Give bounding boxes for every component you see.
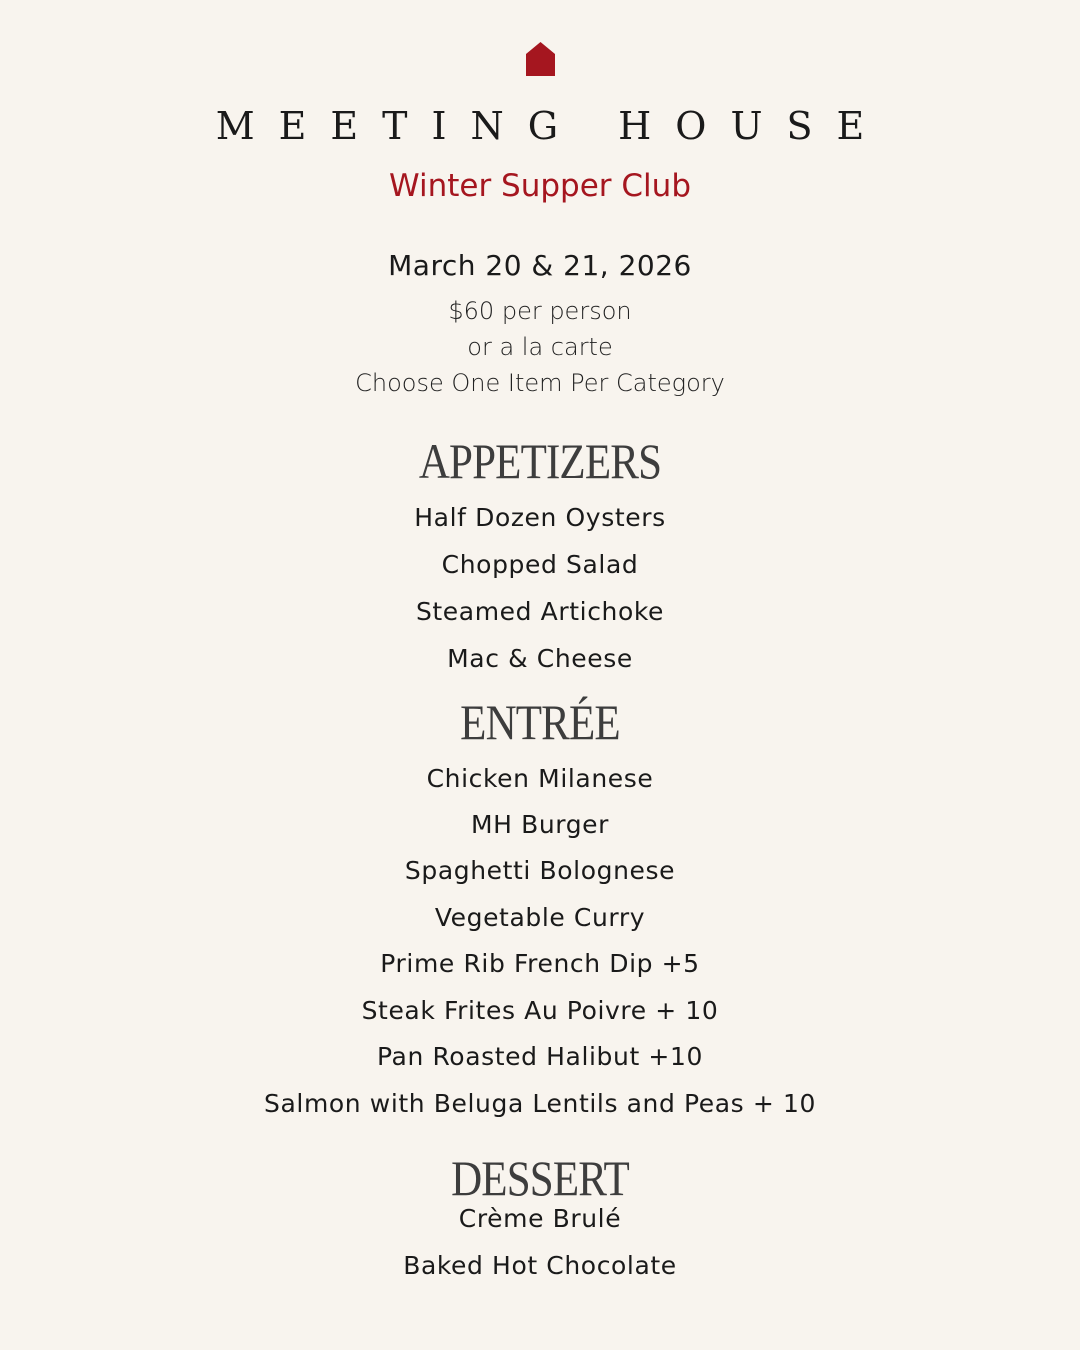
entree-item: MH Burger <box>470 810 610 839</box>
entree-heading: ENTRÉE <box>460 694 620 750</box>
entree-item: Prime Rib French Dip +5 <box>380 949 700 978</box>
entree-item: Steak Frites Au Poivre + 10 <box>361 996 719 1025</box>
dessert-item: Baked Hot Chocolate <box>403 1251 677 1280</box>
brand-name: MEETING HOUSE <box>215 104 889 148</box>
a-la-carte-text: or a la carte <box>467 333 613 361</box>
appetizer-item: Half Dozen Oysters <box>414 503 666 532</box>
entree-item: Vegetable Curry <box>434 903 646 932</box>
entree-item: Spaghetti Bolognese <box>404 856 676 885</box>
entree-item: Chicken Milanese <box>426 764 654 793</box>
house-icon <box>526 42 555 76</box>
appetizers-heading: APPETIZERS <box>418 433 662 489</box>
appetizer-item: Mac & Cheese <box>447 644 633 673</box>
event-subtitle: Winter Supper Club <box>389 168 691 204</box>
dessert-heading: DESSERT <box>451 1150 629 1206</box>
dessert-item: Crème Brulé <box>458 1204 622 1233</box>
appetizer-item: Steamed Artichoke <box>415 597 665 626</box>
entree-item: Pan Roasted Halibut +10 <box>377 1042 703 1071</box>
price-text: $60 per person <box>448 297 632 325</box>
instruction-text: Choose One Item Per Category <box>355 369 725 397</box>
event-date: March 20 & 21, 2026 <box>388 249 692 282</box>
entree-item: Salmon with Beluga Lentils and Peas + 10 <box>264 1089 816 1118</box>
appetizer-item: Chopped Salad <box>441 550 639 579</box>
